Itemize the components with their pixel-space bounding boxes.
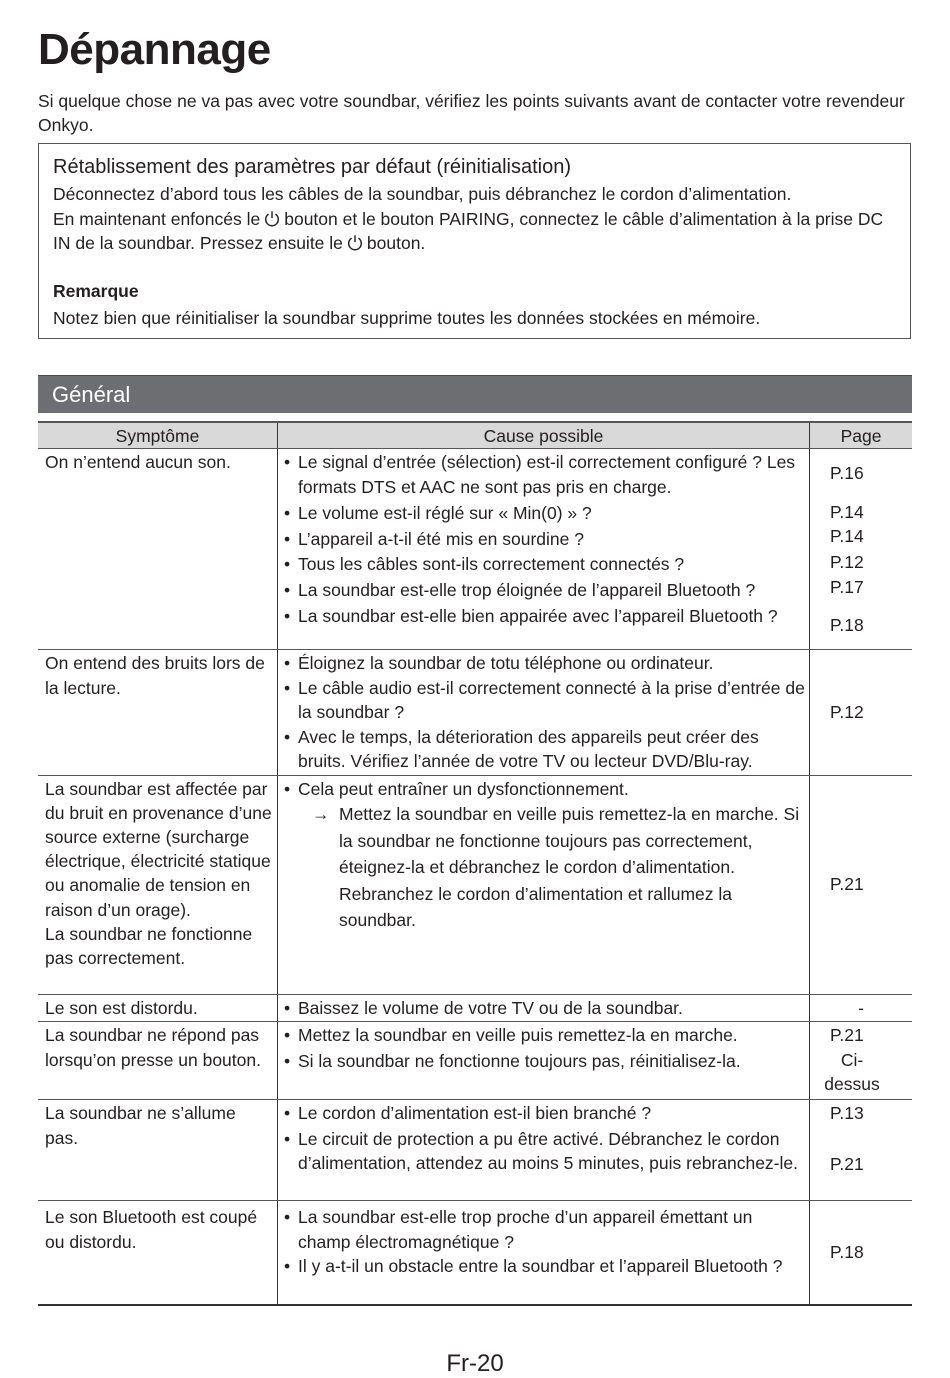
symptom-text: La soundbar est affectée par du bruit en provenance d’une source externe (surcharge électrique, électricité statique ou anomalie de tension en raison d’un orage). (45, 778, 272, 920)
page-ref[interactable]: P.18 (830, 614, 864, 635)
table-row (38, 1201, 912, 1305)
note-label: Remarque (53, 280, 139, 301)
symptom-text: La soundbar ne fonctionne pas correctement. (45, 923, 253, 968)
cause-item: • Éloignez la soundbar de totu téléphone ou ordinateur. (284, 651, 805, 676)
symptom-cell: On entend des bruits lors de la lecture. (38, 650, 278, 776)
note-text: Notez bien que réinitialiser la soundbar supprime toutes les données stockées en mémoire. (53, 307, 761, 328)
page-title: Dépannage (38, 25, 271, 74)
page-ref[interactable]: P.14 (830, 526, 864, 546)
reset-title: Rétablissement des paramètres par défaut (réinitialisation) (53, 156, 572, 178)
table-header-row (38, 422, 912, 449)
intro-text: Si quelque chose ne va pas avec votre soundbar, vérifiez les points suivants avant de contacter votre revendeur Onkyo. (38, 91, 905, 135)
page-number: Fr-20 (446, 1350, 504, 1377)
page-ref[interactable]: P.21 (830, 1153, 864, 1174)
reset-step-2-b: bouton et le bouton PAIRING, connectez le câble d’alimentation à la prise DC IN de la soundbar. Pressez ensuite le (53, 208, 884, 253)
cause-action (284, 801, 805, 934)
cause-cell (278, 1201, 810, 1305)
table-row (38, 650, 912, 776)
page-ref[interactable]: P.17 (830, 577, 864, 597)
cause-item: • Le signal d’entrée (sélection) est-il correctement configuré ? Les formats DTS et AAC ne sont pas pris en charge. (284, 450, 805, 499)
reset-step-1: Déconnectez d’abord tous les câbles de la soundbar, puis débranchez le cordon d’alimentation. (53, 184, 792, 204)
cause-item: • Il y a-t-il un obstacle entre la soundbar et l’appareil Bluetooth ? (284, 1254, 805, 1279)
page-ref[interactable]: P.16 (830, 463, 864, 483)
action-text: Mettez la soundbar en veille puis remettez-la en marche. Si la soundbar ne fonctionne toujours pas correctement, éteignez-la et débranchez le cordon d’alimentation. Rebranchez le cordon d’alimentation et rallumez la soundbar. (339, 804, 800, 930)
cause-item: • La soundbar est-elle trop proche d’un appareil émettant un champ électromagnétique ? (284, 1205, 805, 1254)
cause-item: • Le cordon d’alimentation est-il bien branché ? (284, 1101, 805, 1126)
page-cell (810, 650, 913, 776)
cause-item: • Le circuit de protection a pu être activé. Débranchez le cordon d’alimentation, attendez au moins 5 minutes, puis rebranchez-le. (284, 1127, 805, 1176)
page-ref: - (858, 997, 864, 1018)
page-cell (810, 1201, 913, 1305)
header-page: Page (810, 422, 913, 449)
power-icon (346, 234, 364, 252)
page-cell (810, 994, 913, 1022)
symptom-cell: La soundbar ne s’allume pas. (38, 1100, 278, 1201)
cause-item: • Avec le temps, la déterioration des appareils peut créer des bruits. Vérifiez l’année de votre TV ou lecteur DVD/Blu-ray. (284, 725, 805, 774)
power-icon (263, 210, 281, 228)
header-symptom: Symptôme (38, 422, 278, 449)
cause-cell (278, 449, 810, 650)
page-ref[interactable]: P.18 (830, 1242, 864, 1262)
page-cell (810, 775, 913, 994)
cause-item: • Baissez le volume de votre TV ou de la soundbar. (284, 996, 805, 1021)
symptom-cell: On n’entend aucun son. (38, 449, 278, 650)
page-ref[interactable]: P.21 (830, 874, 864, 895)
section-header-general (38, 375, 912, 413)
reset-step-2-a: En maintenant enfoncés le (53, 208, 261, 229)
cause-item: • L’appareil a-t-il été mis en sourdine ? (284, 527, 805, 552)
reset-step-2 (53, 207, 896, 256)
cause-cell (278, 775, 810, 994)
page-ref[interactable]: P.13 (830, 1103, 864, 1123)
cause-item: • Le volume est-il réglé sur « Min(0) » ? (284, 501, 805, 526)
reset-instructions-box (38, 143, 911, 339)
page-cell (810, 1022, 913, 1100)
page-ref[interactable]: P.14 (830, 501, 864, 522)
page-cell (810, 1100, 913, 1201)
symptom-cell: Le son Bluetooth est coupé ou distordu. (38, 1201, 278, 1305)
page-ref[interactable]: Ci-dessus (824, 1049, 880, 1094)
header-cause: Cause possible (278, 422, 810, 449)
cause-item: • Tous les câbles sont-ils correctement connectés ? (284, 552, 805, 577)
table-row (38, 775, 912, 994)
symptom-cell: Le son est distordu. (38, 994, 278, 1022)
arrow-icon: → (312, 804, 330, 824)
page-ref[interactable]: P.21 (830, 1025, 864, 1045)
cause-cell (278, 1100, 810, 1201)
troubleshooting-table (38, 421, 912, 1306)
page-ref[interactable]: P.12 (830, 702, 864, 722)
table-row (38, 449, 912, 650)
cause-cell (278, 650, 810, 776)
cause-item: • La soundbar est-elle trop éloignée de l’appareil Bluetooth ? (284, 578, 805, 603)
section-title: Général (52, 382, 131, 407)
cause-cell (278, 1022, 810, 1100)
symptom-cell: La soundbar ne répond pas lorsqu’on presse un bouton. (38, 1022, 278, 1100)
table-row (38, 994, 912, 1022)
cause-item: • Si la soundbar ne fonctionne toujours pas, réinitialisez-la. (284, 1049, 805, 1074)
cause-item: • La soundbar est-elle bien appairée avec l’appareil Bluetooth ? (284, 604, 805, 629)
table-row (38, 1100, 912, 1201)
symptom-cell (38, 775, 278, 994)
cause-item: • Le câble audio est-il correctement connecté à la prise d’entrée de la soundbar ? (284, 676, 805, 725)
table-row (38, 1022, 912, 1100)
reset-step-2-c: bouton. (366, 233, 426, 253)
page-ref[interactable]: P.12 (830, 551, 864, 572)
cause-cell (278, 994, 810, 1022)
cause-item: • Cela peut entraîner un dysfonctionnement. (284, 777, 805, 802)
page-cell (810, 449, 913, 650)
cause-item: • Mettez la soundbar en veille puis remettez-la en marche. (284, 1023, 805, 1048)
